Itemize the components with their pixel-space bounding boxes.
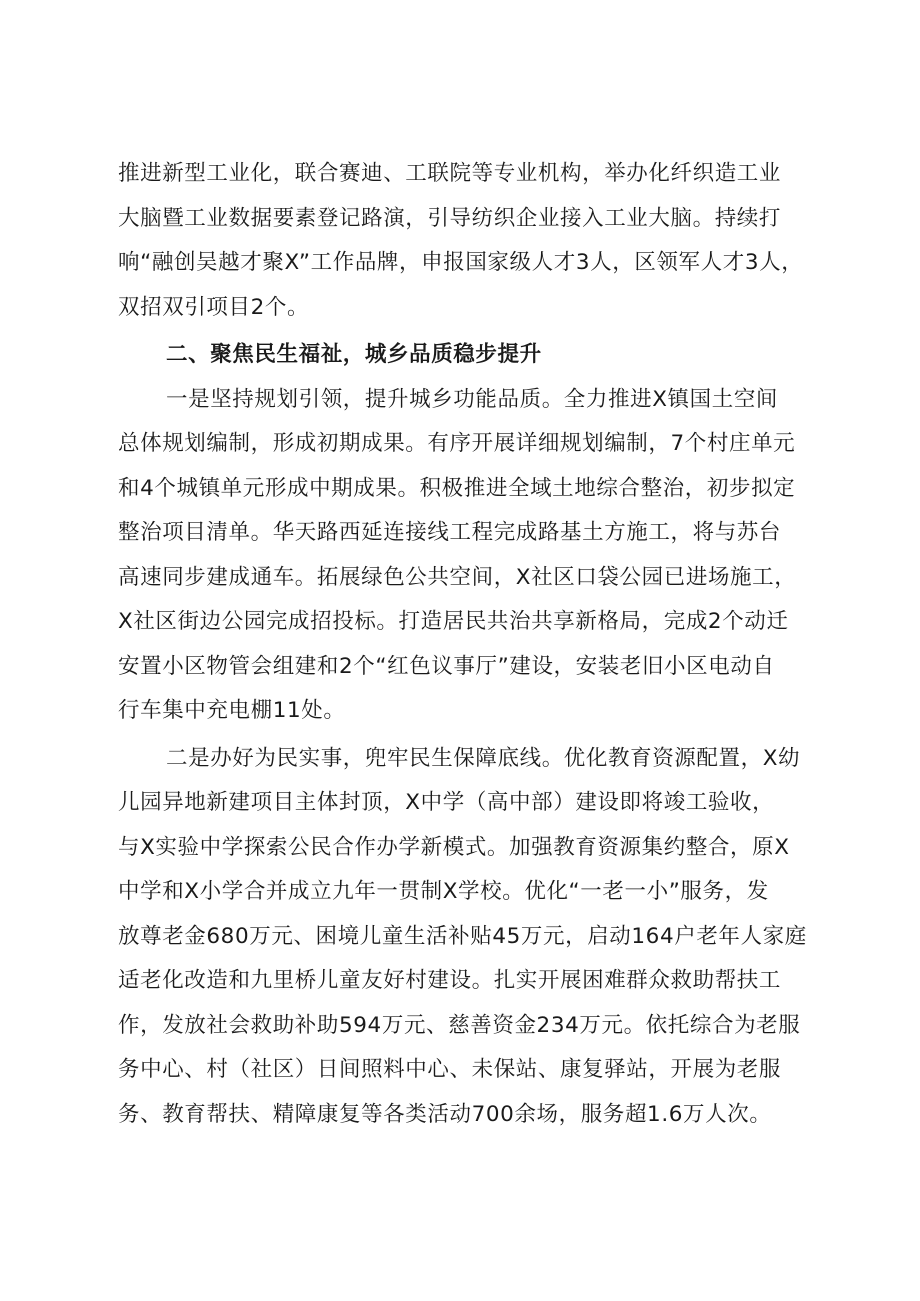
- text-line: 适老化改造和九里桥儿童友好村建设。扎实开展困难群众救助帮扶工: [118, 968, 782, 993]
- paragraph-planning: [118, 378, 818, 734]
- text-line: 二是办好为民实事，兜牢民生保障底线。优化教育资源配置，X幼: [166, 745, 801, 771]
- text-line: 儿园异地新建项目主体封顶，X中学（高中部）建设即将竣工验收，: [118, 790, 775, 815]
- text-line: 中学和X小学合并成立九年一贯制X学校。优化“一老一小”服务，发: [118, 879, 769, 904]
- text-line: 和4个城镇单元形成中期成果。积极推进全域土地综合整治，初步拟定: [118, 475, 796, 501]
- text-line: 高速同步建成通车。拓展绿色公共空间，X社区口袋公园已进场施工，: [118, 564, 797, 590]
- text-line: 与X实验中学探索公民合作办学新模式。加强教育资源集约整合，原X: [118, 834, 790, 860]
- paragraph-livelihood: [118, 737, 818, 1138]
- text-line: X社区街边公园完成招投标。打造居民共治共享新格局，完成2个动迁: [118, 609, 789, 634]
- document-page: [118, 152, 818, 1137]
- text-line: 作，发放社会救助补助594万元、慈善资金234万元。依托综合为老服: [118, 1012, 801, 1038]
- text-line: 大脑暨工业数据要素登记路演，引导纺织企业接入工业大脑。持续打: [118, 205, 782, 231]
- text-line: 推进新型工业化，联合赛迪、工联院等专业机构，举办化纤织造工业: [118, 161, 782, 186]
- text-line: 放尊老金680万元、困境儿童生活补贴45万元，启动164户老年人家庭: [118, 923, 807, 949]
- text-line: 双招双引项目2个。: [118, 294, 310, 320]
- text-line: 一是坚持规划引领，提升城乡功能品质。全力推进X镇国土空间: [166, 386, 779, 412]
- text-line: 务中心、村（社区）日间照料中心、未保站、康复驿站，开展为老服: [118, 1057, 782, 1082]
- text-line: 务、教育帮扶、精障康复等各类活动700余场，服务超1.6万人次。: [118, 1101, 772, 1127]
- text-line: 总体规划编制，形成初期成果。有序开展详细规划编制，7个村庄单元: [118, 431, 796, 456]
- text-line: 整治项目清单。华天路西延连接线工程完成路基土方施工，将与苏台: [118, 520, 782, 545]
- text-line: 响“融创吴越才聚X”工作品牌，申报国家级人才3人，区领军人才3人，: [118, 250, 804, 275]
- section-heading: 二、聚焦民生福祉，城乡品质稳步提升: [166, 342, 542, 367]
- text-line: 安置小区物管会组建和2个“红色议事厅”建设，安装老旧小区电动自: [118, 653, 775, 679]
- text-line: 行车集中充电棚11处。: [118, 698, 346, 723]
- paragraph-industrialization: [118, 152, 818, 330]
